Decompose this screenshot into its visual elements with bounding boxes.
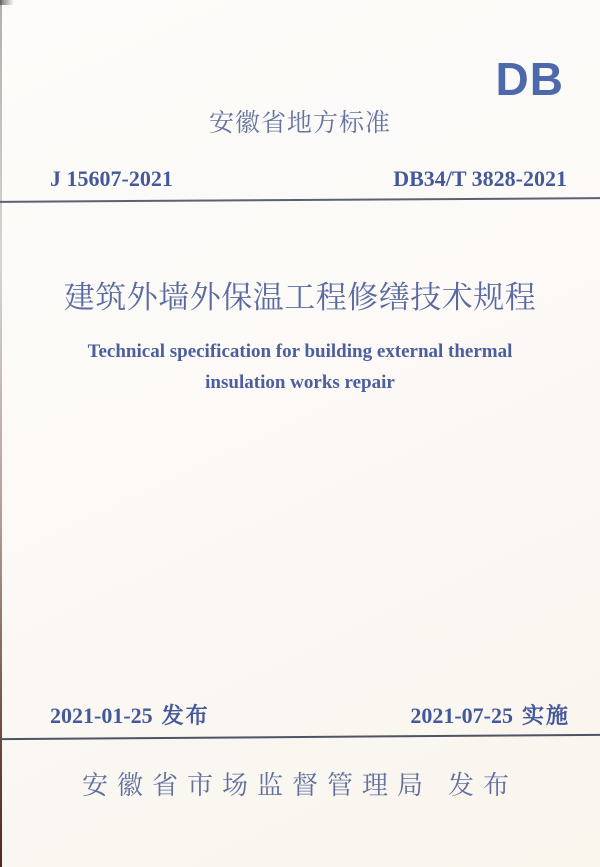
filing-code: J 15607-2021 — [50, 166, 173, 191]
title-english-line1: Technical specification for building external thermal — [87, 341, 513, 362]
codes-row — [50, 166, 567, 192]
title-chinese: 建筑外墙外保温工程修缮技术规程 — [63, 280, 537, 315]
header-rule — [0, 197, 600, 203]
publisher-name: 安徽省市场监督管理局 — [81, 771, 432, 800]
publisher-row — [0, 765, 600, 802]
scan-corner-artifact — [0, 0, 14, 5]
title-english-line2: insulation works repair — [205, 372, 395, 393]
implementation-date: 2021-07-25 — [410, 703, 513, 728]
implementation-date-group — [410, 699, 570, 730]
dates-row — [50, 699, 570, 730]
issue-date: 2021-01-25 — [50, 703, 153, 728]
standard-code: DB34/T 3828-2021 — [393, 166, 567, 191]
issue-date-label: 发布 — [161, 703, 210, 728]
issue-date-group — [50, 699, 210, 730]
standard-category-heading: 安徽省地方标准 — [208, 110, 391, 137]
implementation-date-label: 实施 — [521, 703, 570, 728]
db-standard-logo: DB — [495, 53, 564, 105]
publisher-action: 发布 — [448, 771, 519, 800]
title-english — [0, 336, 600, 398]
footer-rule — [0, 734, 600, 740]
